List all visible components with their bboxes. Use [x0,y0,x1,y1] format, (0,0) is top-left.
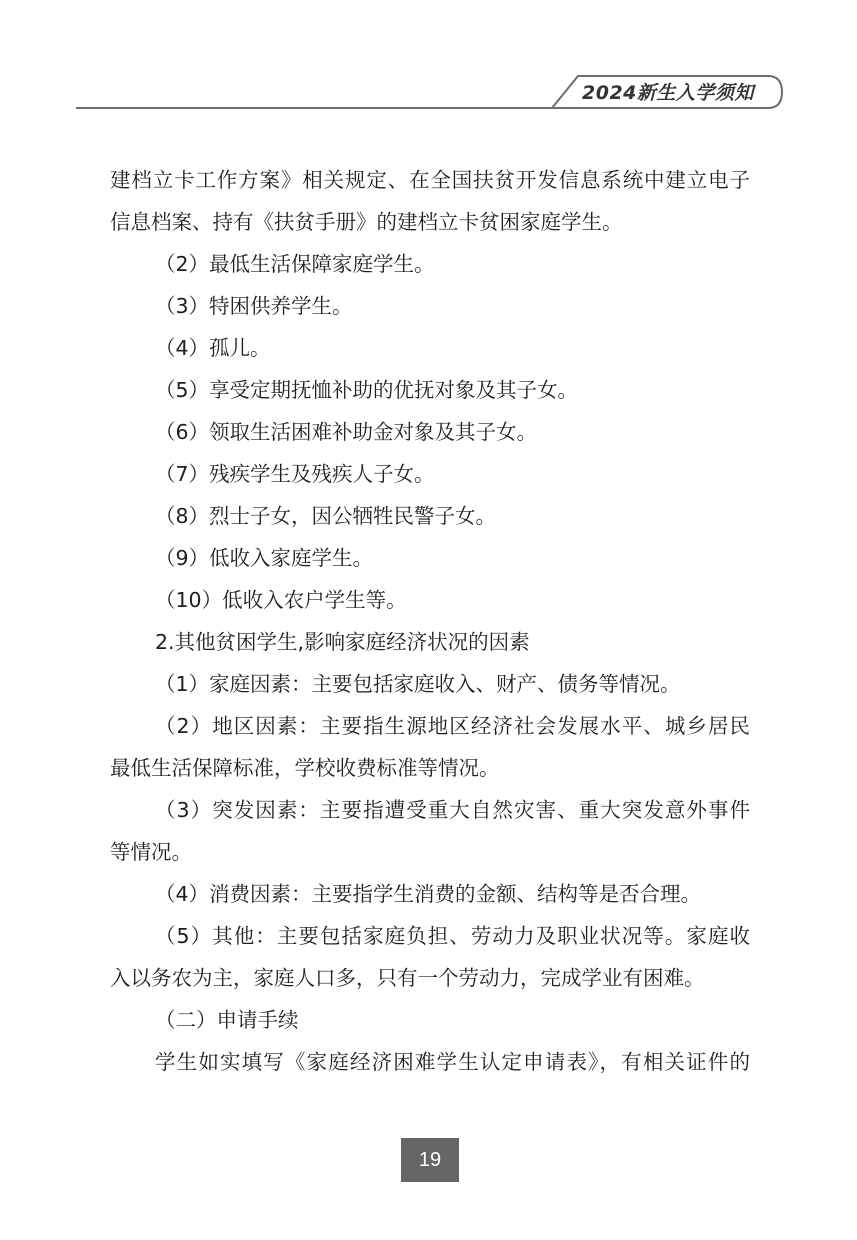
list-item: （1）家庭因素：主要包括家庭收入、财产、债务等情况。 [155,672,681,696]
page-number: 19 [418,1149,442,1171]
text-line: 学生如实填写《家庭经济困难学生认定申请表》，有相关证件的 [155,1050,750,1074]
page-number-box [401,1138,459,1182]
list-item: （5）享受定期抚恤补助的优抚对象及其子女。 [155,378,579,402]
list-item: （3）突发因素：主要指遭受重大自然灾害、重大突发意外事件 [155,798,750,822]
list-item: （4）孤儿。 [155,336,271,360]
text-line: 入以务农为主，家庭人口多，只有一个劳动力，完成学业有困难。 [110,966,705,990]
list-item: （8）烈士子女，因公牺牲民警子女。 [155,504,497,528]
list-item: （7）残疾学生及残疾人子女。 [155,462,435,486]
list-item: （9）低收入家庭学生。 [155,546,374,570]
section-heading: 2.其他贫困学生,影响家庭经济状况的因素 [155,630,530,654]
text-line: 信息档案、持有《扶贫手册》的建档立卡贫困家庭学生。 [110,210,623,234]
list-item: （5）其他：主要包括家庭负担、劳动力及职业状况等。家庭收 [155,924,750,948]
list-item: （3）特困供养学生。 [155,294,353,318]
text-line: 最低生活保障标准，学校收费标准等情况。 [110,756,500,780]
list-item: （10）低收入农户学生等。 [155,588,407,612]
list-item: （2）最低生活保障家庭学生。 [155,252,435,276]
list-item: （6）领取生活困难补助金对象及其子女。 [155,420,538,444]
text-line: 建档立卡工作方案》相关规定、在全国扶贫开发信息系统中建立电子 [110,168,750,192]
list-item: （2）地区因素：主要指生源地区经济社会发展水平、城乡居民 [155,714,750,738]
section-heading: （二）申请手续 [155,1008,299,1032]
header-title: 2024新生入学须知 [582,82,754,104]
list-item: （4）消费因素：主要指学生消费的金额、结构等是否合理。 [155,882,702,906]
text-line: 等情况。 [110,840,192,864]
